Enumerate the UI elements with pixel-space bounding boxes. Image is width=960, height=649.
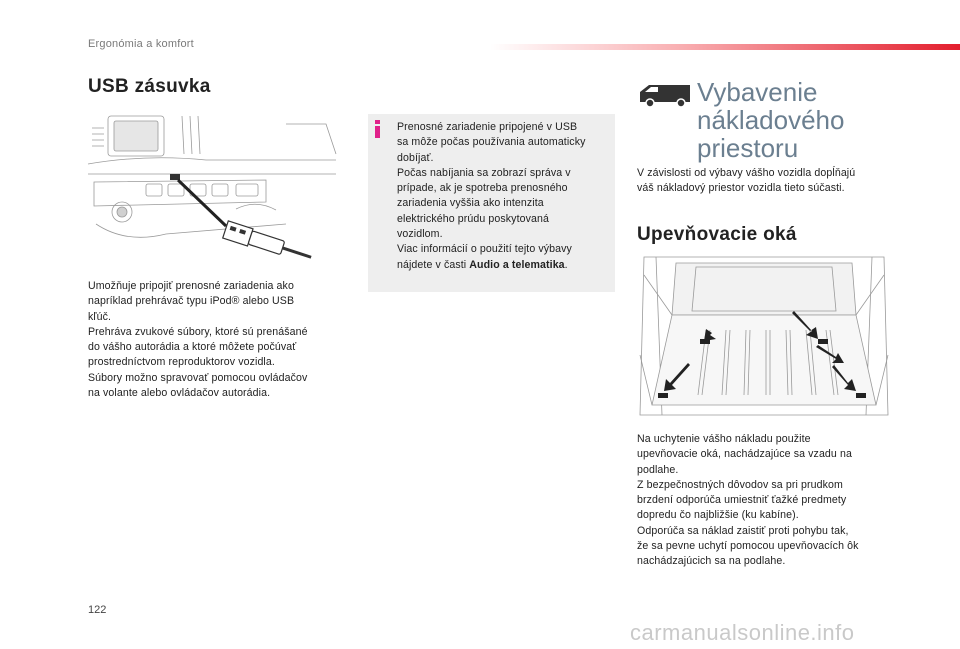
header-accent-bar [490,44,960,50]
watermark: carmanualsonline.info [630,620,855,645]
anchors-desc-line: podlahe. [637,463,679,476]
cargo-intro [637,166,907,197]
info-line: Viac informácií o použití tejto výbavy [397,243,572,256]
usb-desc-line: kľúč. [88,310,112,323]
usb-description [88,279,358,401]
usb-desc-line: Umožňuje pripojiť prenosné zariadenia ako [88,280,294,292]
info-reference-link: Audio a telematika [469,258,565,271]
usb-desc-line: na volante alebo ovládačov autorádia. [88,387,271,400]
van-icon [637,82,693,108]
info-line: sa môže počas používania automaticky [397,136,586,149]
usb-desc-line: do vášho autorádia a ktoré môžete počúvať [88,341,297,354]
cargo-intro-line: váš nákladový priestor vozidla tieto súčasti. [637,182,845,195]
cargo-title-line: Vybavenie [697,77,818,107]
anchors-desc-line: Odporúča sa náklad zaistiť proti pohybu tak, [637,524,849,537]
info-line: Prenosné zariadenie pripojené v USB [397,121,578,133]
usb-section-title: USB zásuvka [88,76,211,97]
anchors-description [637,432,907,570]
page-number: 122 [88,604,107,616]
info-text [397,120,609,273]
anchors-desc-line: brzdení odporúča umiestniť ťažké predmety [637,494,847,507]
cargo-intro-line: V závislosti od výbavy vášho vozidla dopĺňajú [637,167,856,179]
chapter-header: Ergonómia a komfort [88,38,194,50]
usb-desc-line: Súbory možno spravovať pomocou ovládačov [88,371,308,384]
cargo-floor-illustration [636,255,892,423]
anchors-section-title: Upevňovacie oká [637,224,797,245]
anchors-desc-line: že sa pevne uchytí pomocou upevňovacích ôk [637,540,859,553]
info-line: vozidlom. [397,228,443,241]
usb-desc-line: Prehráva zvukové súbory, ktoré sú prenášané [88,325,308,338]
usb-desc-line: napríklad prehrávač typu iPod® alebo USB [88,295,295,308]
anchors-desc-line: upevňovacie oká, nachádzajúce sa vzadu na [637,448,852,461]
anchors-desc-line: nachádzajúcich sa na podlahe. [637,555,786,568]
info-line: prípade, ak je spotreba prenosného [397,182,568,195]
info-line: elektrického prúdu poskytovaná [397,212,549,225]
info-icon [372,119,384,139]
anchors-desc-line: Z bezpečnostných dôvodov sa pri prudkom [637,478,843,491]
info-line: zariadenia vyššia ako intenzita [397,197,544,210]
anchors-desc-line: dopredu čo najbližšie (ku kabíne). [637,509,799,522]
info-last-prefix: nájdete v časti [397,258,470,271]
info-line: dobíjať. [397,151,434,164]
info-line: Počas nabíjania sa zobrazí správa v [397,166,571,179]
cargo-title-line: priestoru [697,133,799,163]
info-last-suffix: . [564,258,568,271]
cargo-title-line: nákladového [697,105,845,135]
usb-desc-line: prostredníctvom reproduktorov vozidla. [88,356,275,369]
cargo-section-title [697,78,844,162]
info-last-line [397,258,609,273]
anchors-desc-line: Na uchytenie vášho nákladu použite [637,433,811,445]
usb-dashboard-illustration [86,114,342,266]
